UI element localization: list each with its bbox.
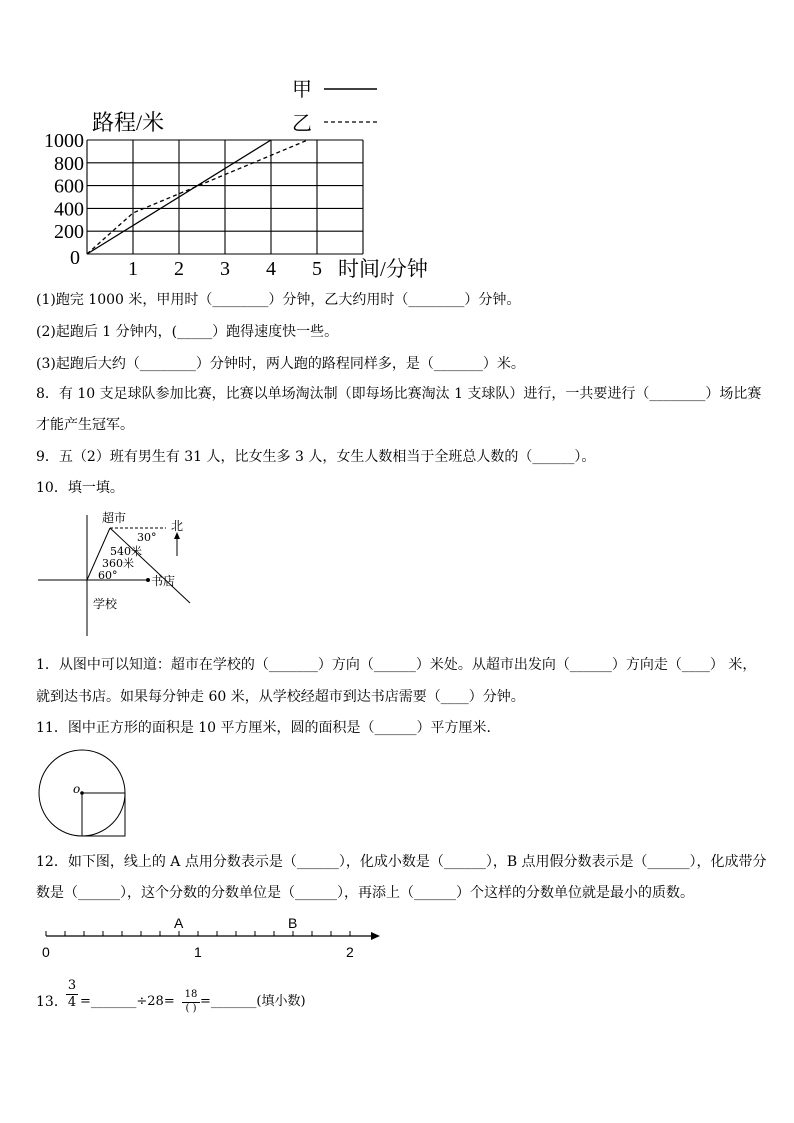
point-b-label: B <box>288 915 298 931</box>
x-tick-label: 5 <box>312 258 322 280</box>
q12-line2: 数是（______），这个分数的分数单位是（______），再添上（______）个这样的分数单位就是最小的质数。 <box>36 885 694 901</box>
y-tick-label: 200 <box>54 221 84 244</box>
legend-label-yi: 乙 <box>292 113 312 135</box>
label-north: 北 <box>171 519 184 533</box>
q11-text: 11．图中正方形的面积是 10 平方厘米，圆的面积是（______）平方厘米. <box>36 720 491 736</box>
point-a-label: A <box>174 915 184 931</box>
q13-frac-num: 3 <box>67 978 77 993</box>
number-line-label: 0 <box>42 944 50 960</box>
label-school: 学校 <box>93 597 118 611</box>
x-tick-label: 4 <box>266 258 276 280</box>
label-angle-30: 30° <box>137 531 157 544</box>
q13-frac-den: 4 <box>67 995 77 1010</box>
y-tick-label: 400 <box>54 198 84 221</box>
label-360m: 360米 <box>102 557 134 570</box>
q13-eq2: =_______(填小数) <box>200 994 306 1009</box>
label-bookstore: 书店 <box>151 574 176 588</box>
x-tick-label: 2 <box>174 258 184 280</box>
center-label-o: o <box>73 782 81 796</box>
label-supermarket: 超市 <box>102 511 127 525</box>
q13-number: 13． <box>36 994 68 1010</box>
q13-frac2-num: 18 <box>184 989 198 1000</box>
label-angle-60: 60° <box>98 569 118 582</box>
legend-label-jia: 甲 <box>292 79 312 101</box>
q7-sub1: (1)跑完 1000 米，甲用时（________）分钟，乙大约用时（________）分钟。 <box>36 292 521 308</box>
label-540m: 540米 <box>110 545 142 558</box>
q13-eq1: =_______÷28= <box>80 994 175 1009</box>
y-tick-label: 600 <box>54 175 84 198</box>
q7-sub3: (3)起跑后大约（________）分钟时，两人跑的路程同样多，是（_______）米。 <box>36 356 525 372</box>
number-line-label: 2 <box>346 944 354 960</box>
q10-sub1-line1: 1．从图中可以知道：超市在学校的（_______）方向（______）米处。从超市出发向（______）方向走（____） 米， <box>36 657 757 673</box>
y-tick-label: 800 <box>54 152 84 175</box>
number-line-label: 1 <box>194 944 202 960</box>
y-tick-label: 1000 <box>44 130 84 152</box>
x-tick-label: 3 <box>220 258 230 280</box>
q8-line1: 8．有 10 支足球队参加比赛，比赛以单场淘汰制（即每场比赛淘汰 1 支球队）进行，一共要进行（________）场比赛 <box>36 386 762 402</box>
q8-line2: 才能产生冠军。 <box>36 417 134 433</box>
q7-sub2: (2)起跑后 1 分钟内，(_____）跑得速度快一些。 <box>36 324 339 340</box>
q10-sub1-line2: 就到达书店。如果每分钟走 60 米，从学校经超市到达书店需要（____）分钟。 <box>36 689 525 705</box>
q9-text: 9．五（2）班有男生有 31 人，比女生多 3 人，女生人数相当于全班总人数的（______）。 <box>36 449 596 465</box>
x-tick-label: 1 <box>128 258 138 280</box>
y-tick-label: 0 <box>70 247 80 269</box>
chart-y-axis-label: 路程/米 <box>92 110 165 135</box>
q10-title: 10．填一填。 <box>36 480 124 496</box>
q12-line1: 12．如下图，线上的 A 点用分数表示是（______），化成小数是（______），B 点用假分数表示是（______），化成带分 <box>36 854 767 870</box>
q13-frac2-den: ( ) <box>185 1003 197 1014</box>
chart-x-axis-label: 时间/分钟 <box>338 257 428 281</box>
